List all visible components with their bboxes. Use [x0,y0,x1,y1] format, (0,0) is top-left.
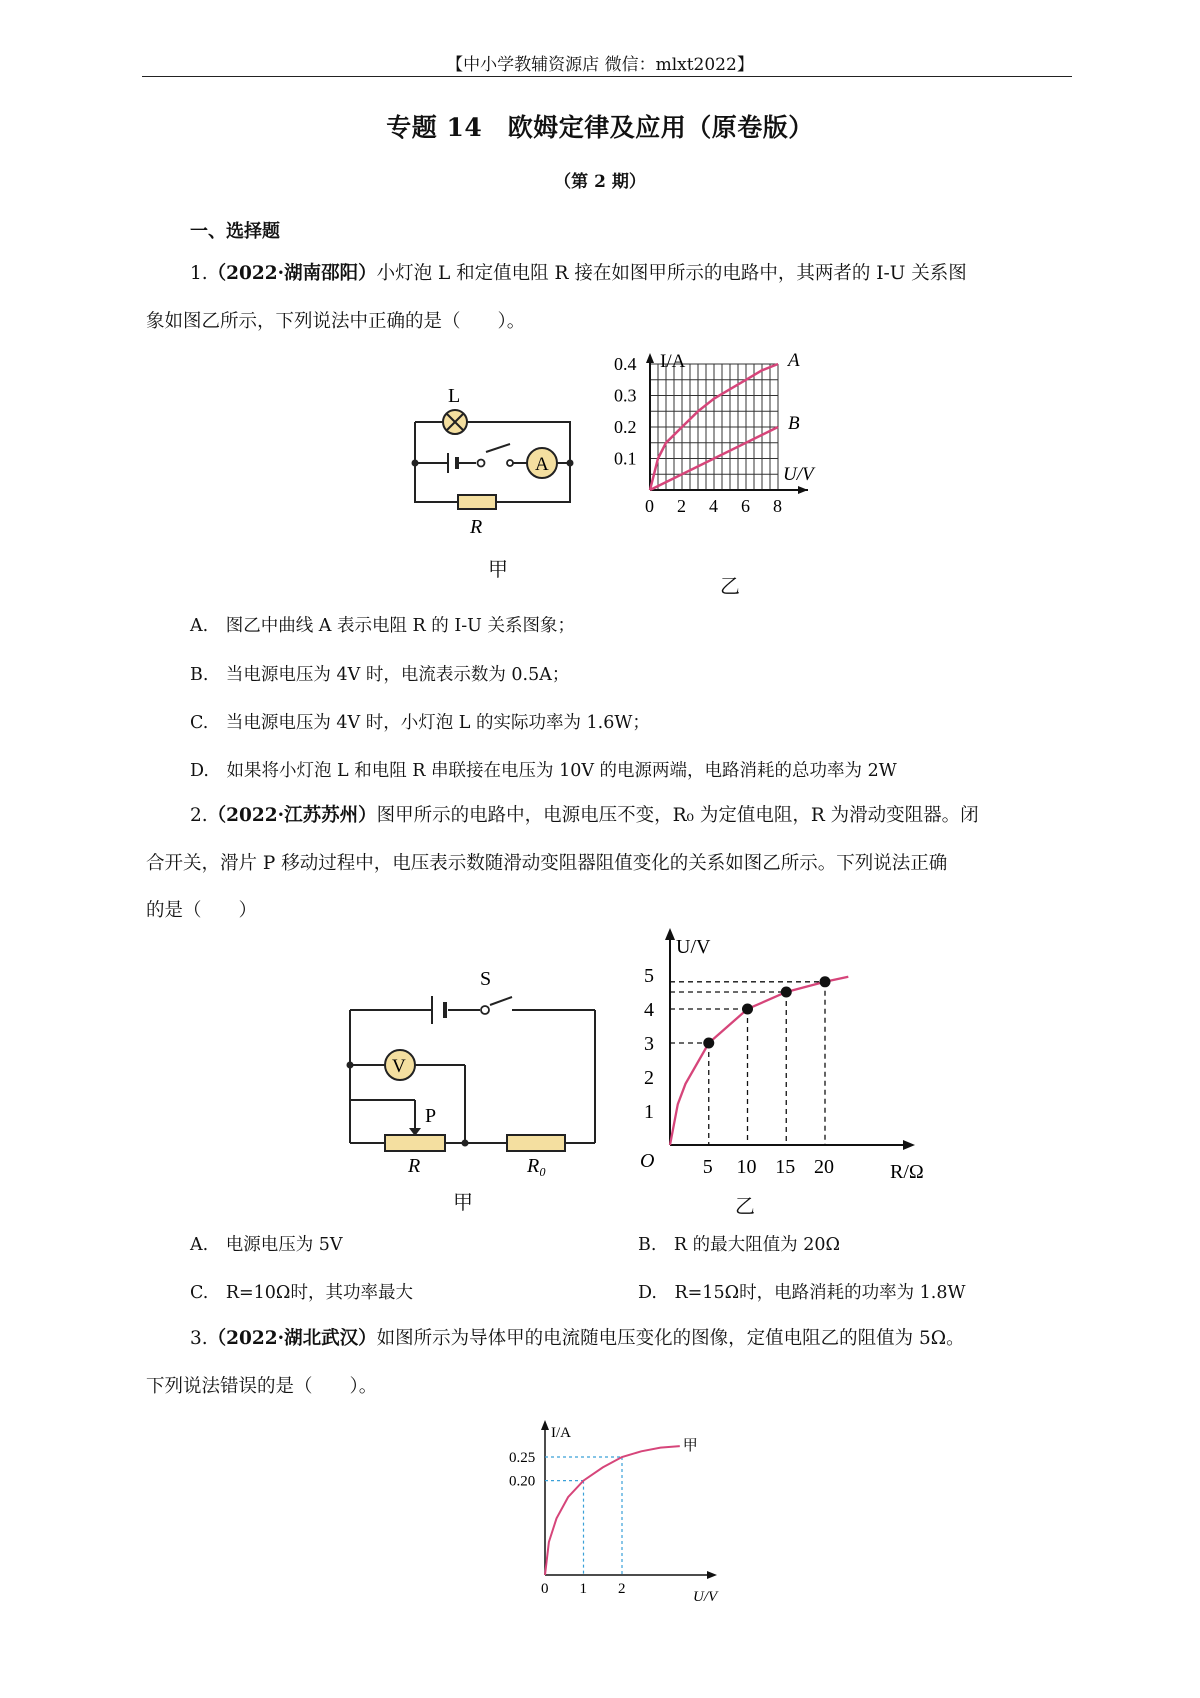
x-axis-arrow-icon [903,1140,915,1150]
q1-fig-right-caption: 乙 [720,574,740,598]
series-line-jia [545,1446,680,1575]
y-tick-label: 0.1 [614,448,637,469]
y-axis-arrow-icon [646,353,654,363]
q1-option-d: D. 如果将小灯泡 L 和电阻 R 串联接在电压为 10V 的电源两端，电路消耗的总功率为 2W [190,761,897,781]
q2-line1 [190,804,1080,828]
q1-option-c: C. 当电源电压为 4V 时，小灯泡 L 的实际功率为 1.6W； [190,713,650,733]
q2-circuit-diagram [340,960,610,1175]
x-axis-arrow-icon [707,1571,717,1579]
q1-line2: 象如图乙所示，下列说法中正确的是（ ）。 [146,311,526,332]
series-line [670,977,848,1145]
x-axis-label: U/V [693,1589,718,1605]
x-tick-label: 1 [579,1581,587,1597]
y-tick-label: 0.25 [509,1450,536,1466]
y-tick-label: 0.3 [614,385,637,406]
x-axis-arrow-icon [798,486,808,494]
q1-option-b: B. 当电源电压为 4V 时，电流表示数为 0.5A； [190,665,570,685]
q2-slider-label: P [425,1105,437,1127]
q2-line3: 的是（ ） [146,900,258,921]
data-point [820,976,831,987]
page-title: 专题 14 欧姆定律及应用（原卷版） [386,113,814,142]
q3-iu-chart [505,1415,765,1615]
origin-label: O [640,1150,655,1172]
q1-source: （2022·湖南邵阳） [207,263,377,284]
y-tick-label: 5 [644,965,654,987]
y-tick-label: 2 [644,1067,654,1089]
data-point [742,1004,753,1015]
data-point [703,1038,714,1049]
x-tick-label: 8 [773,496,782,516]
x-tick-label: 15 [775,1156,796,1178]
q1-circuit-diagram [400,380,590,540]
x-tick-label: 6 [741,496,750,516]
svg-text:A: A [535,454,549,475]
x-tick-label: 0 [541,1581,549,1597]
q1-switch-icon [478,460,485,467]
section-heading: 一、选择题 [190,221,280,242]
svg-text:V: V [392,1056,406,1077]
q1-lamp-icon [443,410,467,434]
q2-switch-icon [481,1006,489,1014]
q2-fixed-resistor-icon [507,1135,565,1151]
y-axis-label: I/A [551,1425,571,1441]
q2-battery-icon [432,996,445,1024]
y-axis-label: I/A [660,351,686,372]
series-label-jia: 甲 [682,1438,698,1455]
q2-ur-chart [630,925,924,1195]
page-subtitle: （第 2 期） [554,172,646,192]
page-header: 【中小学教辅资源店 微信：mlxt2022】 [446,55,754,75]
q1-option-a: A. 图乙中曲线 A 表示电阻 R 的 I-U 关系图象； [190,616,575,636]
x-axis-label: R/Ω [890,1161,924,1183]
q1-battery-icon [448,453,462,473]
y-tick-label: 1 [644,1101,654,1123]
q2-option-b: B. R 的最大阻值为 20Ω [638,1235,841,1255]
x-tick-label: 4 [709,496,718,516]
series-label-B: B [788,413,800,434]
q1-number: 1. [190,263,208,284]
q2-source: （2022·江苏苏州） [207,805,377,826]
x-tick-label: 2 [618,1581,626,1597]
q2-rheostat-icon [385,1135,445,1151]
y-tick-label: 3 [644,1033,654,1055]
y-tick-label: 4 [644,999,654,1021]
q1-iu-chart [600,345,860,545]
q3-text: 如图所示为导体甲的电流随电压变化的图像，定值电阻乙的阻值为 5Ω。 [376,1328,965,1349]
q1-text: 小灯泡 L 和定值电阻 R 接在如图甲所示的电路中，其两者的 I-U 关系图 [376,263,967,284]
q2-voltmeter-icon [385,1050,415,1080]
q2-switch-label: S [480,968,492,990]
x-tick-label: 0 [645,496,654,516]
x-tick-label: 2 [677,496,686,516]
q3-line2: 下列说法错误的是（ ）。 [146,1376,378,1397]
y-axis-arrow-icon [665,928,675,940]
x-tick-label: 10 [736,1156,757,1178]
series-label-A: A [788,350,800,371]
q1-fig-left-caption: 甲 [488,557,508,581]
q2-text: 图甲所示的电路中，电源电压不变，R₀ 为定值电阻，R 为滑动变阻器。闭 [376,805,979,826]
x-axis-label: U/V [783,464,814,485]
y-tick-label: 0.20 [509,1473,536,1490]
q2-option-a: A. 电源电压为 5V [190,1235,343,1255]
q2-line2: 合开关，滑片 P 移动过程中，电压表示数随滑动变阻器阻值变化的关系如图乙所示。下列说法正确 [146,853,948,874]
q2-rheostat-label: R [408,1155,421,1177]
q2-option-d: D. R=15Ω时，电路消耗的功率为 1.8W [638,1283,966,1303]
x-tick-label: 20 [814,1156,834,1178]
q3-number: 3. [190,1328,208,1349]
q1-resistor-icon [458,495,496,509]
q1-ammeter-icon [527,448,557,478]
header-rule [142,76,1072,77]
q2-option-c: C. R=10Ω时，其功率最大 [190,1283,413,1303]
q1-lamp-label: L [448,385,461,407]
y-axis-arrow-icon [541,1420,549,1430]
q2-fig-left-caption: 甲 [453,1190,473,1214]
q3-source: （2022·湖北武汉） [207,1328,377,1349]
q1-resistor-label: R [470,516,483,538]
q2-fixed-resistor-label: R₀ [527,1155,547,1177]
q3-line1 [190,1327,1080,1351]
q1-line1 [190,262,1080,286]
x-tick-label: 5 [702,1156,713,1178]
q2-fig-right-caption: 乙 [735,1194,755,1218]
q2-number: 2. [190,805,208,826]
y-tick-label: 0.2 [614,417,637,437]
y-axis-label: U/V [676,936,711,958]
y-tick-label: 0.4 [614,354,637,374]
data-point [781,987,792,998]
